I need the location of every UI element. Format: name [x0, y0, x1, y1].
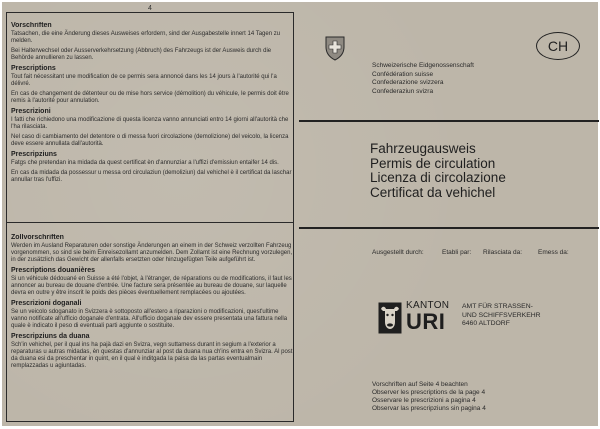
section-heading: Prescripziuns da duana	[11, 333, 90, 340]
customs-section-rm	[11, 333, 293, 370]
section-paragraph: Tatsachen, die eine Änderung dieses Ausweises erfordern, sind der Ausgabestelle innert 14 Tagen zu melden.	[11, 31, 281, 44]
uri-bull-head-icon	[378, 302, 402, 334]
section-paragraph: Sch'in vehichel, per il qual ins ha pajà dazi en Svizra, vegn suttamess durant in segium a l'exterior a reparaturas u autras midadas, èn questas d'annunziar al post da duana nua ch'ins entra en Svizra. Al post da duana esi da preschentar in quint, en il qual è inditgada la paisa da las partas eventualmain remplazzadas u agiuntadas.	[11, 342, 293, 369]
left-page-frame	[6, 12, 294, 422]
note-fr: Observer les prescriptions de la page 4	[372, 389, 486, 396]
issued-by-rm: Emess da:	[538, 249, 569, 256]
section-paragraph: Werden im Ausland Reparaturen oder sonstige Änderungen an einem in der Schweiz verzollten Fahrzeug vorgenommen, so sind sie beim Einreisezollamt anzumelden. Dem Zollamt ist eine Rechnung vorzulegen, in der zusätzlich das Gewicht der allenfalls ersetzten oder hinzugefügten Teile aufgeführt ist.	[11, 243, 293, 263]
office-address	[462, 303, 541, 329]
rules-section-de	[11, 22, 293, 62]
issued-by-fr: Etabli par:	[442, 249, 472, 256]
issued-by-it: Rilasciata da:	[483, 249, 523, 256]
bottom-notes	[372, 381, 486, 413]
note-it: Osservare le prescrizioni a pagina 4	[372, 397, 476, 404]
confederation-name-fr: Confédération suisse	[372, 70, 434, 78]
section-divider	[7, 222, 293, 223]
rules-section-it	[11, 108, 293, 148]
section-paragraph: Nel caso di cambiamento del detentore o di messa fuori circolazione (demolizione) del veicolo, la licenza deve essere annullata dall'autorità.	[11, 134, 289, 147]
section-paragraph: En cas da midada da possessur u messa ord circulaziun (demoliziun) dal vehichel è il certificat da laschar annullar tras l'uffizi.	[11, 170, 292, 183]
section-paragraph: Si un véhicule dédouané en Suisse a été l'objet, à l'étranger, de réparations ou de modifications, il faut les annoncer au bureau de douane d'entrée. Une facture sera présentée au bureau de douane, sur laquelle devra en outre y être inscrit le poids des pièces éventuellement remplacées ou ajoutées.	[11, 276, 292, 296]
uri-label: URI	[406, 309, 446, 334]
section-paragraph: Fatgs che pretendan ina midada da quest certificat èn d'annunziar a l'uffizi d'emissiun entaifer 14 dis.	[11, 160, 279, 166]
confederation-name-it: Confederazione svizzera	[372, 79, 444, 86]
section-paragraph: I fatti che richiedono una modificazione di questa licenza vanno annunciati entro 14 giorni all'autorità che l'ha rilasciata.	[11, 117, 289, 130]
office-line: AMT FÜR STRASSEN-	[462, 303, 533, 310]
swiss-coat-of-arms-icon	[324, 35, 346, 61]
note-rm: Observar las prescripziuns sin pagina 4	[372, 405, 486, 412]
customs-section-it	[11, 300, 293, 330]
title-it: Licenza di circolazione	[370, 170, 506, 185]
section-heading: Prescrizioni	[11, 108, 51, 115]
section-paragraph: Bei Halterwechsel oder Ausserverkehrsetzung (Abbruch) des Fahrzeugs ist der Ausweis durch die Behörde annullieren zu lassen.	[11, 48, 272, 61]
kanton-label: KANTON	[406, 300, 450, 311]
section-heading: Prescriptions douanières	[11, 267, 96, 274]
confederation-name-rm: Confederaziun svizra	[372, 87, 434, 95]
office-line: 6460 ALTDORF	[462, 320, 510, 327]
registration-rules	[11, 22, 293, 232]
section-heading: Zollvorschriften	[11, 234, 64, 241]
rules-section-rm	[11, 151, 293, 184]
note-de: Vorschriften auf Seite 4 beachten	[372, 381, 468, 388]
customs-section-de	[11, 234, 293, 264]
middle-rule	[299, 227, 599, 229]
section-paragraph: En cas de changement de détenteur ou de mise hors service (démolition) du véhicule, le permis doit être remis à l'autorité pour annulation.	[11, 91, 289, 104]
customs-rules	[11, 234, 293, 424]
office-line: UND SCHIFFSVERKEHR	[462, 311, 541, 319]
section-heading: Prescriptions	[11, 65, 56, 72]
country-code: CH	[547, 38, 569, 54]
rules-section-fr	[11, 65, 293, 105]
document-titles	[370, 142, 506, 200]
section-heading: Vorschriften	[11, 22, 52, 29]
section-heading: Prescripziuns	[11, 151, 57, 158]
confederation-name-de: Schweizerische Eidgenossenschaft	[372, 62, 474, 69]
issued-by-de: Ausgestellt durch:	[372, 249, 424, 256]
document-sheet	[2, 2, 598, 426]
country-code-oval	[536, 32, 580, 60]
top-rule	[299, 120, 599, 122]
section-paragraph: Se un veicolo sdoganato in Svizzera è sottoposto all'estero a riparazioni o modificazioni, quest'ultime vanno notificate all'ufficio doganale d'entrata. All'ufficio doganale dev essere presentata una fattura nella quale è indicato il peso di eventuali parti aggiunte o sostituite.	[11, 309, 288, 329]
section-paragraph: Tout fait nécessitant une modification de ce permis sera annoncé dans les 14 jours à l'autorité qui l'a délivré.	[11, 74, 277, 87]
confederation-names	[372, 62, 474, 96]
section-heading: Prescrizioni doganali	[11, 300, 82, 307]
customs-section-fr	[11, 267, 293, 297]
title-de: Fahrzeugausweis	[370, 141, 476, 156]
title-rm: Certificat da vehichel	[370, 184, 496, 200]
page-number: 4	[148, 5, 152, 12]
title-fr: Permis de circulation	[370, 155, 496, 171]
